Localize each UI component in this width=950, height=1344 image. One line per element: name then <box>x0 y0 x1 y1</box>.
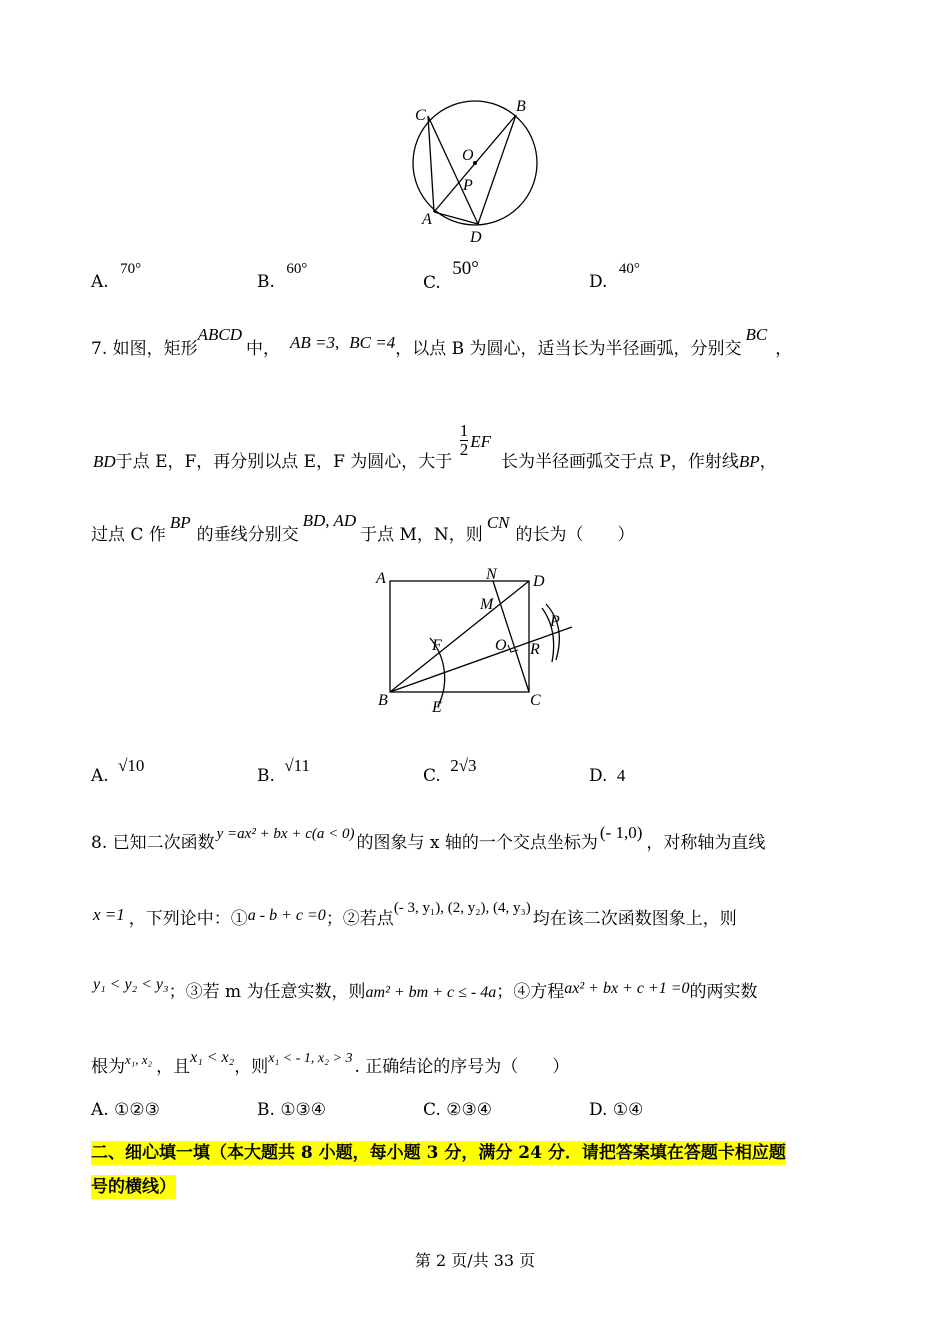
q8-line4: 根为$^{x_1, x_2}$ ，且x₁ < x₂，则$^{x_1 < - 1, x_2 > 3}$ . 正确结论的序号为（ ） <box>91 1049 570 1077</box>
q8-option-b: B. ①③④ <box>257 1100 327 1120</box>
q6-option-c: C. 50° <box>423 258 479 293</box>
q7-option-c: C. 2√3 <box>423 756 477 786</box>
label-A: A <box>376 570 386 587</box>
label-O: O <box>495 637 507 654</box>
q7-option-b: B. √11 <box>257 756 311 786</box>
q8-line2: x =1 ，下列论中：①a - b + c =0；②若点(- 3, y₁), (2, y₂), (4, y₃)均在该二次函数图象上，则 <box>93 900 737 929</box>
segment-CD <box>428 116 478 224</box>
label-O: O <box>462 147 474 164</box>
label-B: B <box>378 692 388 709</box>
label-A: A <box>422 211 432 228</box>
q7-line3: 过点 C 作BP的垂线分别交BD, AD于点 M，N，则CN的长为（ ） <box>91 511 635 545</box>
label-D: D <box>533 573 545 590</box>
q7-option-d: D. 4 <box>589 766 626 786</box>
segment-BD <box>478 115 516 224</box>
q8-line3: y₁ < y₂ < y₃；③若 m 为任意实数，则am² + bm + c ≤ - 4a；④方程ax² + bx + c +1 =0的两实数 <box>93 976 758 1002</box>
q6-option-a: A. 70° <box>91 261 142 292</box>
circle-figure <box>400 90 550 250</box>
q8-option-d: D. ①④ <box>589 1100 644 1120</box>
label-D: D <box>470 229 482 246</box>
q6-option-d: D. 40° <box>589 261 640 292</box>
fraction-half: $\frac{1}{2}$ <box>459 421 469 459</box>
label-C: C <box>530 692 541 709</box>
label-C: C <box>415 107 426 124</box>
q8-option-c: C. ②③④ <box>423 1100 492 1120</box>
q8-line1: 8. 已知二次函数 y =ax² + bx + c(a < 0) 的图象与 x 轴的一个交点坐标为(- 1,0)，对称轴为直线 <box>91 823 766 853</box>
label-F: F <box>432 637 442 654</box>
section2-heading: 二、细心填一填（本大题共 8 小题，每小题 3 分，满分 24 分．请把答案填在答题卡相应题 号的横线） <box>91 1143 786 1197</box>
center-dot <box>473 161 477 165</box>
label-P: P <box>550 613 560 630</box>
segment-CA <box>428 116 434 212</box>
ray-BP <box>390 627 572 692</box>
diagonal-BD <box>390 581 529 692</box>
label-N: N <box>486 566 497 583</box>
label-B: B <box>516 98 526 115</box>
page-footer: 第 2 页/共 33 页 <box>414 1251 536 1270</box>
rectangle-figure <box>370 560 580 720</box>
label-E: E <box>432 699 442 716</box>
label-M: M <box>480 596 494 613</box>
q6-option-b: B. 60° <box>257 261 308 292</box>
q7-line1: 7. 如图，矩形ABCD中， AB =3, BC =4，以点 B 为圆心，适当长为半径画弧，分别交BC， <box>91 325 793 359</box>
label-R: R <box>530 641 540 658</box>
label-P: P <box>463 177 473 194</box>
q7-option-a: A. √10 <box>91 756 145 786</box>
q8-option-a: A. ①②③ <box>91 1100 160 1120</box>
q7-line2: BD于点 E，F，再分别以点 E，F 为圆心，大于 $\frac{1}{2}$ EF长为半径画弧交于点 P，作射线BP， <box>93 421 777 472</box>
